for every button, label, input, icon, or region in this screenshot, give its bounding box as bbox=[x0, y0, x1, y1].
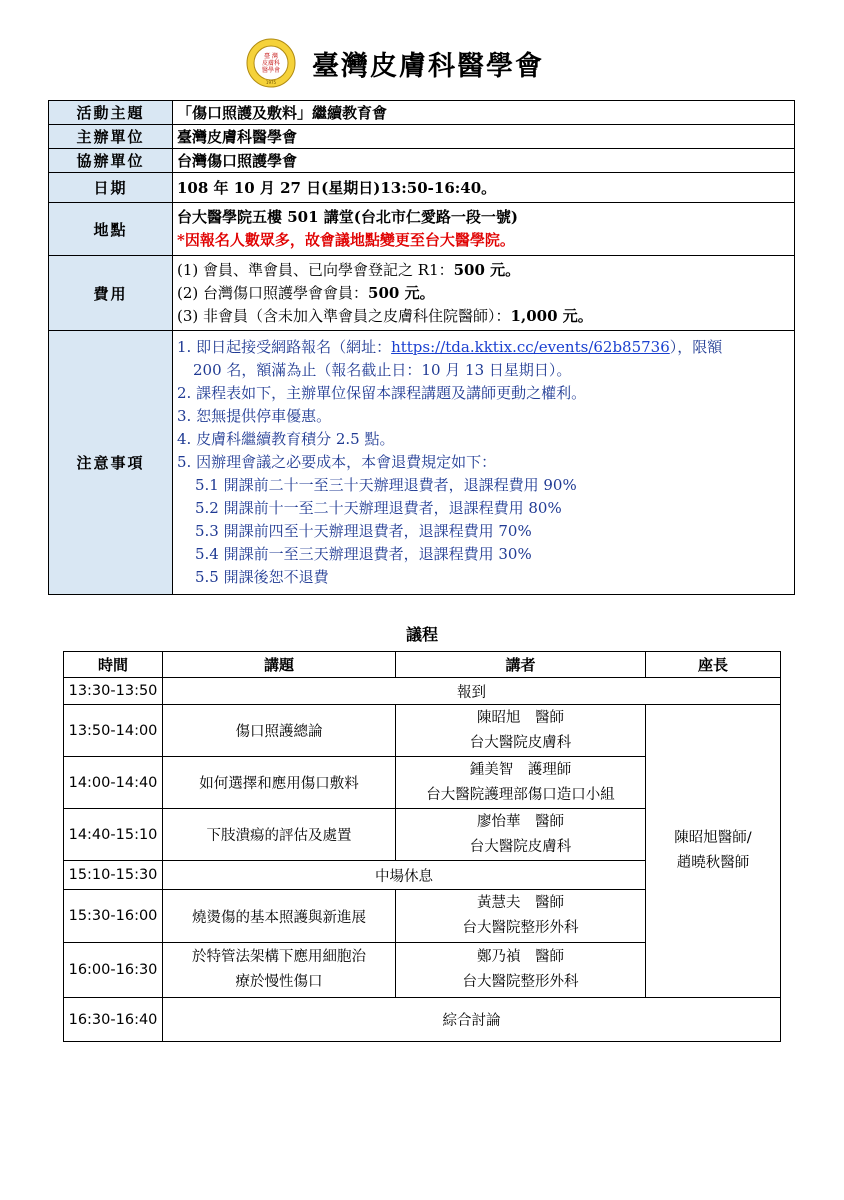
venue-value: 台大醫學院五樓 501 講堂(台北市仁愛路一段一號) bbox=[177, 208, 518, 226]
speaker-cell bbox=[396, 890, 646, 943]
time-cell: 14:00-14:40 bbox=[64, 757, 163, 809]
fee-item-text: (2) 台灣傷口照護學會會員： bbox=[177, 283, 369, 302]
svg-text:皮膚科: 皮膚科 bbox=[261, 60, 281, 67]
note-1-continued: 200 名，額滿為止（報名截止日：10 月 13 日星期日）。 bbox=[193, 361, 572, 379]
date-value: 108 年 10 月 27 日(星期日)13:50-16:40。 bbox=[173, 173, 795, 203]
fee-amount: 1,000 元。 bbox=[510, 306, 593, 325]
topic-cell: 如何選擇和應用傷口敷料 bbox=[163, 757, 396, 809]
chair-line: 陳昭旭醫師/ bbox=[674, 830, 752, 846]
organization-title: 臺灣皮膚科醫學會 bbox=[312, 51, 544, 82]
fee-label: 費用 bbox=[49, 256, 173, 331]
notes-row bbox=[49, 331, 795, 595]
table-row bbox=[64, 998, 781, 1042]
agenda-header-row bbox=[64, 652, 781, 678]
table-row bbox=[64, 705, 781, 757]
venue-row bbox=[49, 203, 795, 256]
time-cell: 14:40-15:10 bbox=[64, 809, 163, 861]
chair-cell bbox=[646, 705, 781, 998]
cohost-label: 協辦單位 bbox=[49, 149, 173, 173]
registration-link[interactable]: https://tda.kktix.cc/events/62b85736 bbox=[391, 338, 670, 356]
venue-change-note: *因報名人數眾多，故會議地點變更至台大醫學院。 bbox=[177, 231, 515, 249]
page-header bbox=[0, 38, 844, 94]
fee-item-wound-society bbox=[177, 282, 790, 305]
speaker-cell bbox=[396, 705, 646, 757]
refund-rule: 5.4 開課前一至三天辦理退費者，退課程費用 30% bbox=[195, 545, 532, 563]
refund-rule: 5.5 開課後恕不退費 bbox=[195, 568, 329, 586]
speaker-name: 鄭乃禎 醫師 bbox=[477, 949, 564, 965]
speaker-cell bbox=[396, 943, 646, 998]
speaker-affiliation: 台大醫院皮膚科 bbox=[469, 734, 572, 751]
speaker-cell bbox=[396, 809, 646, 861]
discussion-cell: 綜合討論 bbox=[163, 998, 781, 1042]
time-cell: 13:50-14:00 bbox=[64, 705, 163, 757]
break-cell: 中場休息 bbox=[163, 861, 646, 890]
note-1 bbox=[177, 336, 790, 359]
fee-item-non-member bbox=[177, 305, 790, 328]
refund-rule: 5.3 開課前四至十天辦理退費者，退課程費用 70% bbox=[195, 522, 532, 540]
speaker-name: 鍾美智 護理師 bbox=[469, 761, 572, 778]
note-text: 1. 即日起接受網路報名（網址： bbox=[177, 338, 392, 356]
col-header-speaker: 講者 bbox=[396, 652, 646, 678]
host-label: 主辦單位 bbox=[49, 125, 173, 149]
refund-rule: 5.2 開課前十一至二十天辦理退費者，退課程費用 80% bbox=[195, 499, 562, 517]
topic-label: 活動主題 bbox=[49, 101, 173, 125]
svg-text:臺 灣: 臺 灣 bbox=[264, 53, 278, 60]
topic-cell: 傷口照護總論 bbox=[163, 705, 396, 757]
refund-rule: 5.1 開課前二十一至三十天辦理退費者，退課程費用 90% bbox=[195, 476, 577, 494]
topic-row bbox=[49, 101, 795, 125]
col-header-chair: 座長 bbox=[646, 652, 781, 678]
note-text: ），限額 bbox=[669, 338, 723, 356]
fee-item-text: (1) 會員、準會員、已向學會登記之 R1： bbox=[177, 260, 454, 279]
speaker-name: 廖怡華 醫師 bbox=[477, 813, 564, 830]
topic-cell bbox=[163, 943, 396, 998]
checkin-cell: 報到 bbox=[163, 678, 781, 705]
speaker-affiliation: 台大醫院整形外科 bbox=[462, 920, 579, 936]
chair-line: 趙曉秋醫師 bbox=[676, 855, 750, 871]
topic-cell: 下肢潰瘍的評估及處置 bbox=[163, 809, 396, 861]
table-row bbox=[64, 678, 781, 705]
fee-row bbox=[49, 256, 795, 331]
speaker-affiliation: 台大醫院護理部傷口造口小組 bbox=[426, 786, 615, 803]
venue-label: 地點 bbox=[49, 203, 173, 256]
cohost-row bbox=[49, 149, 795, 173]
host-value: 臺灣皮膚科醫學會 bbox=[173, 125, 795, 149]
fee-item-text: (3) 非會員（含未加入準會員之皮膚科住院醫師）： bbox=[177, 306, 511, 325]
cohost-value: 台灣傷口照護學會 bbox=[173, 149, 795, 173]
topic-line: 療於慢性傷口 bbox=[235, 974, 323, 990]
speaker-cell bbox=[396, 757, 646, 809]
col-header-time: 時間 bbox=[64, 652, 163, 678]
speaker-name: 陳昭旭 醫師 bbox=[477, 709, 564, 726]
event-info-table bbox=[48, 100, 795, 595]
speaker-name: 黃慧夫 醫師 bbox=[477, 895, 564, 911]
svg-text:1975: 1975 bbox=[265, 80, 277, 85]
time-cell: 15:10-15:30 bbox=[64, 861, 163, 890]
association-logo-icon bbox=[246, 38, 296, 88]
topic-cell: 燒燙傷的基本照護與新進展 bbox=[163, 890, 396, 943]
time-cell: 16:30-16:40 bbox=[64, 998, 163, 1042]
note-5: 5. 因辦理會議之必要成本，本會退費規定如下： bbox=[177, 453, 497, 471]
col-header-topic: 講題 bbox=[163, 652, 396, 678]
note-2: 2. 課程表如下，主辦單位保留本課程講題及講師更動之權利。 bbox=[177, 384, 587, 402]
time-cell: 15:30-16:00 bbox=[64, 890, 163, 943]
svg-text:醫學會: 醫學會 bbox=[261, 67, 281, 74]
host-row bbox=[49, 125, 795, 149]
fee-amount: 500 元。 bbox=[368, 283, 435, 302]
note-3: 3. 恕無提供停車優惠。 bbox=[177, 407, 332, 425]
notes-label: 注意事項 bbox=[49, 331, 173, 595]
agenda-title: 議程 bbox=[405, 625, 438, 644]
speaker-affiliation: 台大醫院整形外科 bbox=[462, 974, 579, 990]
topic-line: 於特管法架構下應用細胞治 bbox=[192, 949, 366, 965]
time-cell: 16:00-16:30 bbox=[64, 943, 163, 998]
agenda-table bbox=[63, 651, 781, 1042]
speaker-affiliation: 台大醫院皮膚科 bbox=[469, 838, 572, 855]
date-label: 日期 bbox=[49, 173, 173, 203]
time-cell: 13:30-13:50 bbox=[64, 678, 163, 705]
fee-item-member bbox=[177, 259, 790, 282]
fee-amount: 500 元。 bbox=[453, 260, 521, 279]
date-row bbox=[49, 173, 795, 203]
note-4: 4. 皮膚科繼續教育積分 2.5 點。 bbox=[177, 430, 395, 448]
topic-value: 「傷口照護及敷料」繼續教育會 bbox=[173, 101, 795, 125]
